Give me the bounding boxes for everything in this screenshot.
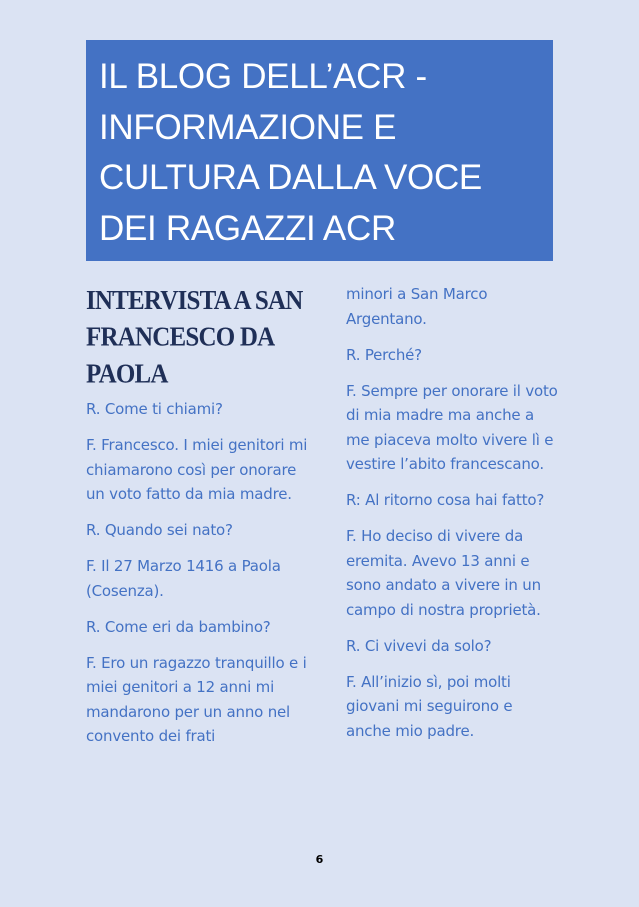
interview-paragraph: F. Sempre per onorare il voto di mia madre ma anche a me piaceva molto vivere lì e vestire l’abito francescano. xyxy=(346,381,558,473)
interview-paragraph: R. Quando sei nato? xyxy=(86,521,233,539)
interview-paragraph: R. Come ti chiami? xyxy=(86,400,223,418)
interview-paragraph: R. Perché? xyxy=(346,345,422,364)
interview-paragraph: F. Il 27 Marzo 1416 a Paola (Cosenza). xyxy=(86,557,281,600)
interview-paragraph: R. Ci vivevi da solo? xyxy=(346,636,492,655)
title-line-2: INFORMAZIONE E xyxy=(99,107,397,147)
title-line-4: DEI RAGAZZI ACR xyxy=(99,208,396,248)
title-line-3: CULTURA DALLA VOCE xyxy=(99,158,482,197)
interview-paragraph: F. Ho deciso di vivere da eremita. Avevo 13 anni e sono andato a vivere in un campo di nostra proprietà. xyxy=(346,527,541,619)
interview-paragraph: R: Al ritorno cosa hai fatto? xyxy=(346,491,545,509)
interview-paragraph: F. Francesco. I miei genitori mi chiamarono così per onorare un voto fatto da mia madre. xyxy=(86,436,308,503)
article-heading: INTERVISTA A SAN FRANCESCO DA PAOLA xyxy=(86,286,303,389)
interview-paragraph: minori a San Marco Argentano. xyxy=(346,285,488,328)
page-number: 6 xyxy=(315,853,324,866)
interview-paragraph: R. Come eri da bambino? xyxy=(86,617,271,636)
interview-paragraph: F. Ero un ragazzo tranquillo e i miei genitori a 12 anni mi mandarono per un anno nel convento dei frati xyxy=(86,653,307,745)
title-line-1: IL BLOG DELL’ACR - xyxy=(99,57,427,96)
left-column xyxy=(86,283,312,760)
title-banner xyxy=(86,40,553,261)
right-column xyxy=(346,283,561,755)
interview-paragraph: F. All’inizio sì, poi molti giovani mi seguirono e anche mio padre. xyxy=(346,672,513,740)
